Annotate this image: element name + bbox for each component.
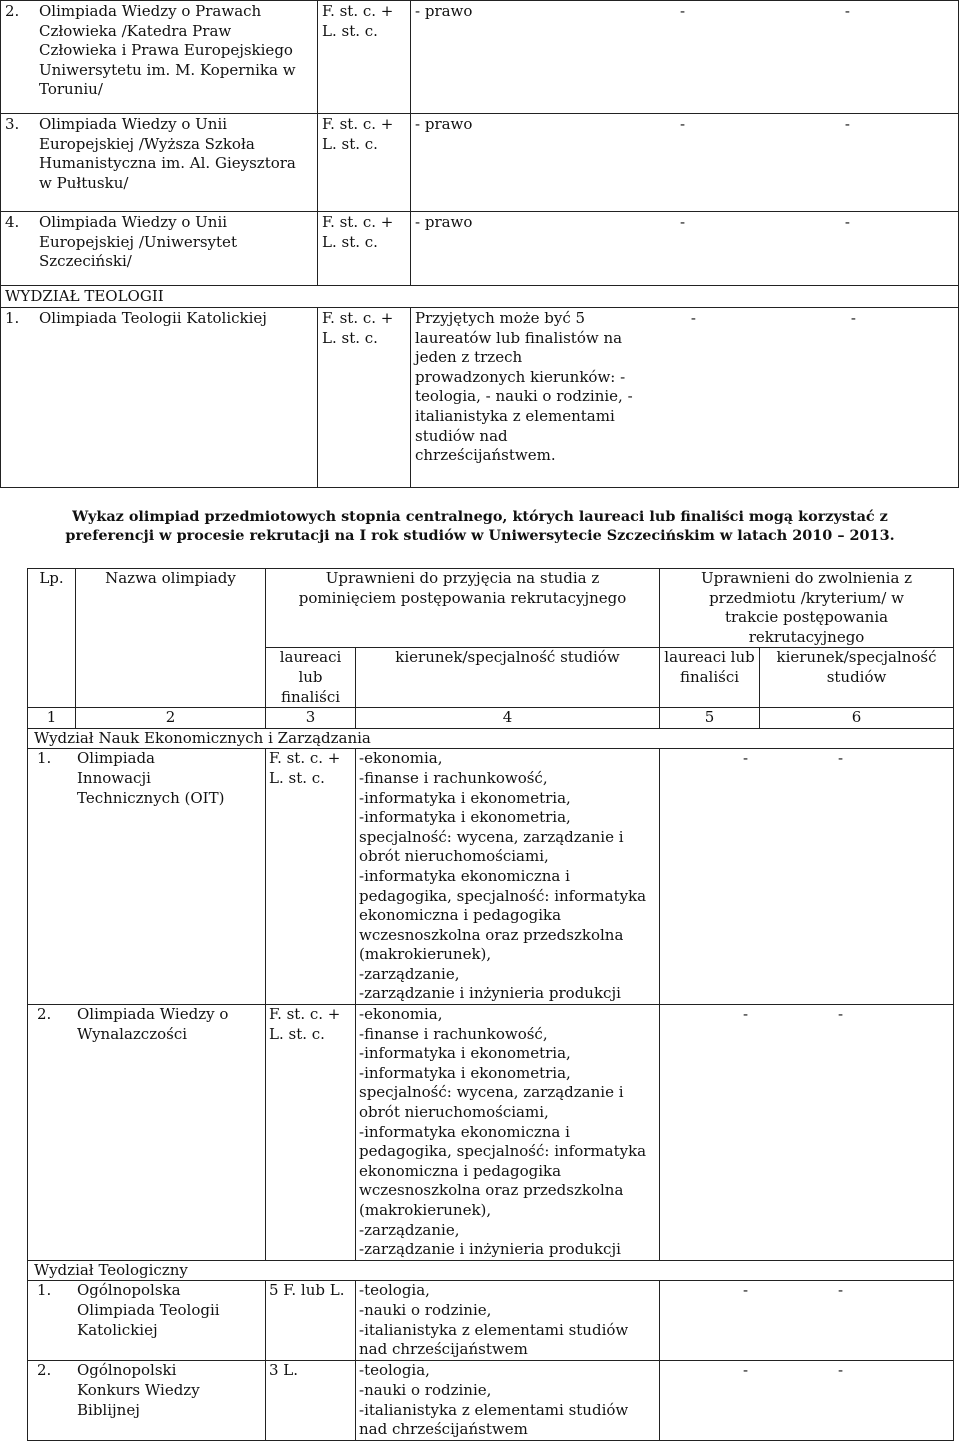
kierunek-cell: -ekonomia, -finanse i rachunkowość, -informatyka i ekonometria, -informatyka i ekonometria, specjalność: wycena, zarządzanie i obrót nieruchomościami, -informatyka ekonomiczna i pedagogika, specjalność: informatyka ekonomiczna i pedagogika wczesnoszkolna oraz przedszkolna (makrokierunek), -zarządzanie, -zarządzanie i inżynieria produkcji (356, 1005, 660, 1261)
exempt-kierunek: - (844, 2, 850, 20)
exempt-kierunek: - (837, 749, 844, 768)
col-number: 1 (28, 708, 76, 729)
table-row (1, 114, 959, 212)
kierunek-cell: -ekonomia, -finanse i rachunkowość, -informatyka i ekonometria, -informatyka i ekonometria, specjalność: wycena, zarządzanie i obrót nieruchomościami, -informatyka ekonomiczna i pedagogika, specjalność: informatyka ekonomiczna i pedagogika wczesnoszkolna oraz przedszkolna (makrokierunek), -zarządzanie, -zarządzanie i inżynieria produkcji (356, 749, 660, 1005)
olympiad-name-cell (28, 1361, 266, 1440)
olympiad-table-main (27, 568, 954, 1441)
section-row (28, 1260, 954, 1281)
row-number: 1. (37, 749, 52, 768)
table-row (28, 1361, 954, 1440)
list-intro-heading: Wykaz olimpiad przedmiotowych stopnia centralnego, których laureaci lub finaliści mogą korzystać z preferencji w procesie rekrutacji na I rok studiów w Uniwersytecie Szczecińskim w latach 2010 – 2013. (65, 508, 895, 544)
section-row (28, 728, 954, 749)
exempt-laureaci: - (680, 115, 686, 133)
olympiad-name-cell (1, 1, 318, 114)
scope-text: - prawo (415, 115, 473, 133)
faculty-heading: WYDZIAŁ TEOLOGII (1, 286, 959, 308)
eligibility-cell: 5 F. lub L. (266, 1281, 356, 1361)
column-numbers-row (28, 708, 954, 729)
olympiad-name: Olimpiada Wiedzy o Prawach Człowieka /Katedra Praw Człowieka i Prawa Europejskiego Uniwersytetu im. M. Kopernika w Toruniu/ (39, 2, 296, 99)
row-number: 1. (5, 309, 20, 327)
olympiad-name-cell (28, 1281, 266, 1361)
exempt-laureaci: - (742, 749, 749, 768)
olympiad-name: Olimpiada Wiedzy o Wynalazczości (77, 1005, 229, 1043)
exempt-laureaci: - (742, 1005, 749, 1024)
olympiad-name: Olimpiada Innowacji Technicznych (OIT) (77, 749, 225, 807)
olympiad-name: Ogólnopolska Olimpiada Teologii Katolickiej (77, 1281, 220, 1339)
kierunek-cell: -teologia, -nauki o rodzinie, -italianistyka z elementami studiów nad chrześcijaństwem (356, 1361, 660, 1440)
faculty-heading: Wydział Nauk Ekonomicznych i Zarządzania (28, 728, 954, 749)
exempt-laureaci: - (742, 1361, 749, 1380)
exempt-kierunek: - (850, 309, 856, 327)
olympiad-name-cell (1, 308, 318, 488)
col-admit-kierunek: kierunek/specjalność studiów (356, 648, 660, 708)
scope-cell (411, 212, 959, 286)
exempt-kierunek: - (844, 115, 850, 133)
eligibility-cell: F. st. c. + L. st. c. (318, 114, 411, 212)
kierunek-cell: -teologia, -nauki o rodzinie, -italianistyka z elementami studiów nad chrześcijaństwem (356, 1281, 660, 1361)
row-number: 2. (5, 2, 20, 20)
table-row (1, 308, 959, 488)
scope-text: Przyjętych może być 5 laureatów lub finalistów na jeden z trzech prowadzonych kierunków: - teologia, - nauki o rodzinie, - italianistyka z elementami studiów nad chrześcijaństwem. (415, 309, 633, 465)
olympiad-name-cell (1, 212, 318, 286)
exempt-kierunek: - (837, 1281, 844, 1300)
row-number: 3. (5, 115, 20, 133)
olympiad-name: Olimpiada Wiedzy o Unii Europejskiej /Uniwersytet Szczeciński/ (39, 213, 237, 271)
table-row (1, 212, 959, 286)
table-row (28, 1005, 954, 1261)
header-row (28, 569, 954, 648)
table-row (28, 1281, 954, 1361)
exempt-cell (660, 1281, 954, 1361)
eligibility-cell: F. st. c. + L. st. c. (318, 212, 411, 286)
col-admit-laureaci: laureaci lub finaliści (266, 648, 356, 708)
exempt-kierunek: - (837, 1361, 844, 1380)
col-admit-header: Uprawnieni do przyjęcia na studia z pominięciem postępowania rekrutacyjnego (266, 569, 660, 648)
col-number: 6 (760, 708, 954, 729)
exempt-laureaci: - (680, 2, 686, 20)
scope-cell (411, 1, 959, 114)
col-number: 5 (660, 708, 760, 729)
col-number: 3 (266, 708, 356, 729)
scope-cell (411, 308, 959, 488)
olympiad-name: Olimpiada Teologii Katolickiej (39, 309, 267, 327)
exempt-laureaci: - (690, 309, 696, 327)
eligibility-cell: F. st. c. + L. st. c. (318, 1, 411, 114)
olympiad-name-cell (28, 749, 266, 1005)
row-number: 1. (37, 1281, 52, 1300)
exempt-cell (660, 1005, 954, 1261)
olympiad-table-top (0, 0, 959, 488)
olympiad-name: Ogólnopolski Konkurs Wiedzy Biblijnej (77, 1361, 200, 1419)
eligibility-cell: F. st. c. + L. st. c. (266, 749, 356, 1005)
exempt-kierunek: - (837, 1005, 844, 1024)
col-lp-header: Lp. (28, 569, 76, 708)
eligibility-cell: F. st. c. + L. st. c. (266, 1005, 356, 1261)
eligibility-cell: 3 L. (266, 1361, 356, 1440)
exempt-kierunek: - (844, 213, 850, 231)
scope-text: - prawo (415, 2, 473, 20)
scope-cell (411, 114, 959, 212)
olympiad-name: Olimpiada Wiedzy o Unii Europejskiej /Wyższa Szkoła Humanistyczna im. Al. Gieysztora w Pułtusku/ (39, 115, 296, 192)
exempt-cell (660, 1361, 954, 1440)
table-row (28, 749, 954, 1005)
col-number: 4 (356, 708, 660, 729)
row-number: 2. (37, 1361, 52, 1380)
col-exempt-laureaci: laureaci lub finaliści (660, 648, 760, 708)
olympiad-name-cell (1, 114, 318, 212)
row-number: 4. (5, 213, 20, 231)
col-number: 2 (76, 708, 266, 729)
olympiad-name-cell (28, 1005, 266, 1261)
faculty-heading: Wydział Teologiczny (28, 1260, 954, 1281)
row-number: 2. (37, 1005, 52, 1024)
table-row (1, 1, 959, 114)
eligibility-cell: F. st. c. + L. st. c. (318, 308, 411, 488)
exempt-cell (660, 749, 954, 1005)
exempt-laureaci: - (680, 213, 686, 231)
col-name-header: Nazwa olimpiady (76, 569, 266, 708)
col-exempt-kierunek: kierunek/specjalność studiów (760, 648, 954, 708)
scope-text: - prawo (415, 213, 473, 231)
section-row (1, 286, 959, 308)
exempt-laureaci: - (742, 1281, 749, 1300)
col-exempt-header: Uprawnieni do zwolnienia z przedmiotu /kryterium/ w trakcie postępowania rekrutacyjnego (660, 569, 954, 648)
